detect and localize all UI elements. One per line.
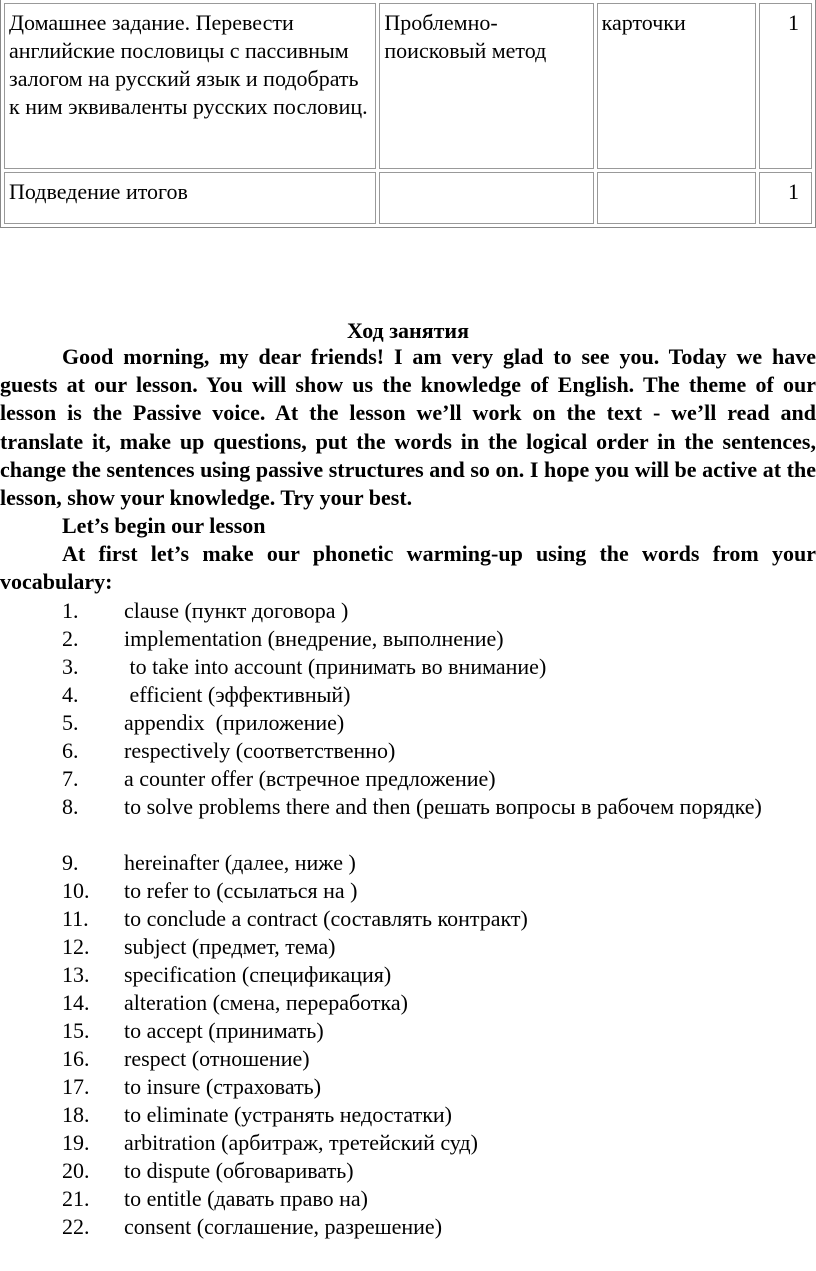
list-item [0,1185,816,1213]
item-text: to conclude a contract (составлять контракт) [124,906,528,931]
item-number: 19. [62,1130,90,1155]
item-number: 7. [62,766,79,791]
item-text: specification (спецификация) [124,962,392,987]
table-cell-minutes: 1 [759,3,812,169]
item-number: 18. [62,1102,90,1127]
item-text: to take into account (принимать во внимание) [124,654,547,679]
list-item [0,1157,816,1185]
vocabulary-list [0,597,816,1241]
item-number: 17. [62,1074,90,1099]
item-text: a counter offer (встречное предложение) [124,766,496,791]
item-text: to entitle (давать право на) [124,1186,368,1211]
item-number: 22. [62,1214,90,1239]
item-number: 5. [62,710,79,735]
item-number: 8. [62,794,79,819]
item-number: 16. [62,1046,90,1071]
list-item [0,877,816,905]
list-item [0,793,816,849]
item-text: to accept (принимать) [124,1018,324,1043]
list-item [0,961,816,989]
item-text: alteration (смена, переработка) [124,990,408,1015]
item-text: to insure (страховать) [124,1074,322,1099]
list-item [0,597,816,625]
item-text: to dispute (обговаривать) [124,1158,354,1183]
list-item [0,1045,816,1073]
item-text: respect (отношение) [124,1046,310,1071]
item-number: 9. [62,850,79,875]
item-number: 3. [62,654,79,679]
item-number: 6. [62,738,79,763]
table-cell-stage: Домашнее задание. Перевести английские пословицы с пассивным залогом на русский язык и подобрать к ним эквиваленты русских пословиц. [4,3,376,169]
item-text: appendix (приложение) [124,710,345,735]
table-cell-materials [597,172,757,224]
list-item [0,989,816,1017]
list-item [0,933,816,961]
list-item [0,1129,816,1157]
table-cell-materials: карточки [597,3,757,169]
list-item [0,625,816,653]
list-item [0,681,816,709]
item-number: 14. [62,990,90,1015]
item-text: implementation (внедрение, выполнение) [124,626,504,651]
item-number: 11. [62,906,89,931]
begin-line: Let’s begin our lesson [62,513,266,538]
table-cell-method: Проблемно-поисковый метод [379,3,593,169]
item-number: 15. [62,1018,90,1043]
item-text: respectively (соответственно) [124,738,396,763]
item-number: 12. [62,934,90,959]
lesson-heading: Ход занятия [346,318,469,343]
list-item [0,653,816,681]
list-item [0,737,816,765]
list-item [0,1073,816,1101]
list-item [0,709,816,737]
table-cell-stage: Подведение итогов [4,172,376,224]
list-item [0,765,816,793]
table-row [4,172,812,224]
item-number: 1. [62,598,79,623]
lesson-plan-table [0,0,816,228]
item-text: consent (соглашение, разрешение) [124,1214,443,1239]
item-text: subject (предмет, тема) [124,934,336,959]
list-item [0,849,816,877]
list-item [0,1213,816,1241]
item-number: 4. [62,682,79,707]
item-text: clause (пункт договора ) [124,598,349,623]
item-text: arbitration (арбитраж, третейский суд) [124,1130,478,1155]
item-number: 10. [62,878,90,903]
item-text: to refer to (ссылаться на ) [124,878,358,903]
item-number: 2. [62,626,79,651]
list-item [0,905,816,933]
item-number: 13. [62,962,90,987]
intro-paragraph: Good morning, my dear friends! I am very glad to see you. Today we have guests at our lesson. You will show us the knowledge of English. The theme of our lesson is the Passive voice. At the lesson we’ll work on the text - we’ll read and translate it, make up questions, put the words in the logical order in the sentences, change the sentences using passive structures and so on. I hope you will be active at the lesson, show your knowledge. Try your best. [0,344,816,511]
table-row [4,3,812,169]
item-text: hereinafter (далее, ниже ) [124,850,356,875]
warmup-line: At first let’s make our phonetic warming-up using the words from your [62,541,816,566]
item-number: 20. [62,1158,90,1183]
list-item [0,1101,816,1129]
table-cell-minutes: 1 [759,172,812,224]
table-cell-method [379,172,593,224]
item-number: 21. [62,1186,90,1211]
warmup-line-end: vocabulary: [0,569,113,594]
item-text: efficient (эффективный) [124,682,351,707]
list-item [0,1017,816,1045]
item-text: to solve problems there and then (решать вопросы в рабочем порядке) [124,794,762,819]
item-text: to eliminate (устранять недостатки) [124,1102,452,1127]
